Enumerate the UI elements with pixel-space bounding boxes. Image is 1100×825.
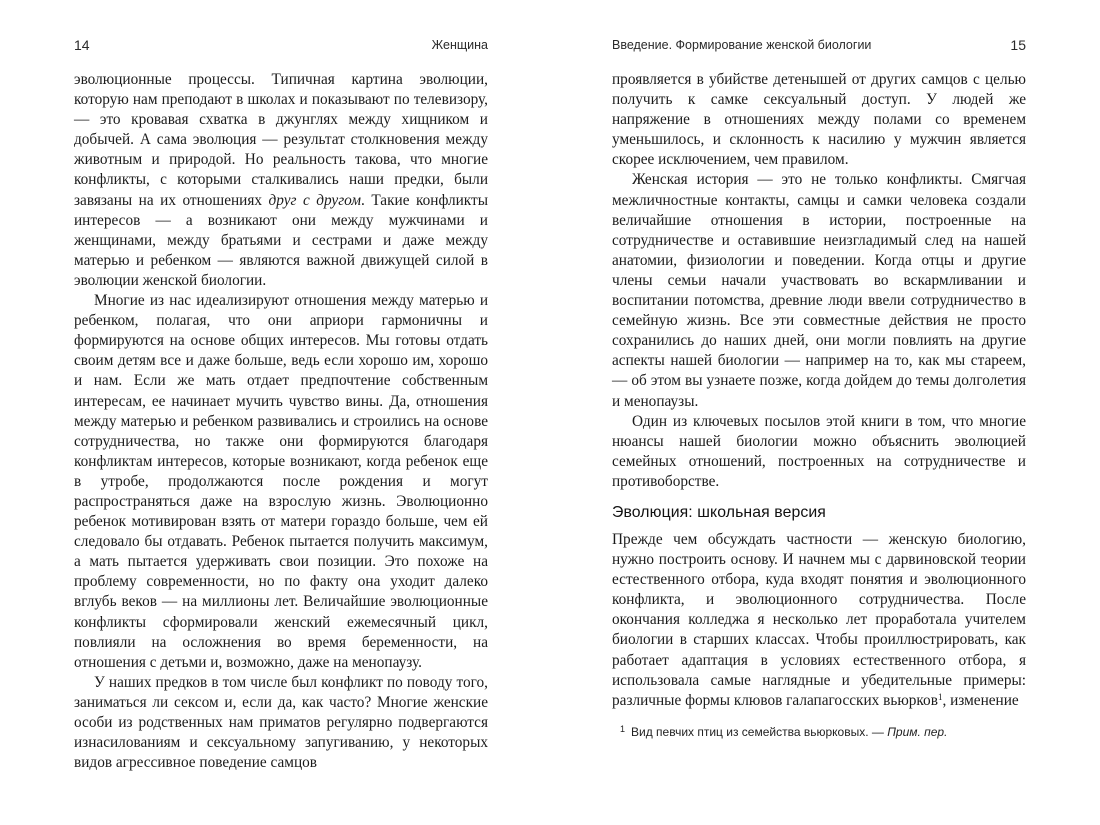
running-head <box>612 38 1026 54</box>
footnote <box>620 724 1026 739</box>
paragraph: проявляется в убийстве детенышей от других самцов с целью получить к самке сексуальный доступ. У людей же напряжение в отношениях между полами со временем уменьшилось, и склонность к насилию у мужчин является скорее исключением, чем правилом. <box>612 71 1026 169</box>
paragraph: эволюционные процессы. Типичная картина эволюции, которую нам преподают в школах и показывают по телевизору, — это кровавая схватка в джунглях между хищником и добычей. А сама эволюция — результат столкновения между животным и природой. Но реальность такова, что многие конфликты, с которыми сталкивались наши предки, были завязаны на их отношениях друг с другом. Такие конфликты интересов — а возникают они между мужчинами и женщинами, между братьями и сестрами и даже между матерью и ребенком — являются важной движущей силой в эволюции женской биологии. <box>74 71 489 289</box>
translator-note: Прим. пер. <box>887 725 948 739</box>
page-number: 15 <box>1010 37 1026 53</box>
paragraph: Женская история — это не только конфликты. Смягчая межличностные контакты, самцы и самки человека создали величайшие отношения в истории, построенные на сотрудничестве и оставившие неизгладимый след на нашей анатомии, физиологии и поведении. Когда отцы и другие члены семьи начали участвовать во вскармливании и воспитании потомства, древние люди ввели сотрудничество в семейную жизнь. Все эти совместные действия не просто сохранились до наших дней, они могли повлиять на другие аспекты нашей биологии — например на то, как мы стареем, — об этом вы узнаете позже, когда дойдем до темы долголетия и менопаузы. <box>612 171 1026 410</box>
body-text <box>612 70 1026 492</box>
paragraph: Многие из нас идеализируют отношения между матерью и ребенком, полагая, что они априори гармоничны и формируются на основе общих интересов. Мы готовы отдать своим детям все и даже больше, ведь если хорошо им, хорошо и нам. Если же мать отдает предпочтение собственным интересам, ее начинает мучить чувство вины. Да, отношения между матерью и ребенком развивались и строились на основе сотрудничества, но также они формируются благодаря конфликтам интересов, которые возникают, когда ребенок еще в утробе, продолжаются после рождения и могут распространяться даже на взрослую жизнь. Эволюционно ребенок мотивирован взять от матери гораздо больше, чем ей следовало бы отдавать. Ребенок пытается получить максимум, а мать пытается удерживать свои позиции. Это похоже на проблему современности, но по факту она уходит далеко вглубь веков — на миллионы лет. Величайшие эволюционные конфликты сформировали женский ежемесячный цикл, повлияли на осложнения во время беременности, на отношения с детьми и, возможно, даже на менопаузу. <box>74 292 488 671</box>
page-number: 14 <box>74 37 90 53</box>
running-title: Введение. Формирование женской биологии <box>612 38 872 52</box>
footnote-reference: 1 <box>937 691 943 702</box>
left-page <box>74 0 488 825</box>
paragraph: Прежде чем обсуждать частности — женскую биологию, нужно построить основу. И начнем мы с дарвиновской теории естественного отбора, куда входят понятия и эволюционного конфликта, и эволюционного сотрудничества. После окончания колледжа я несколько лет проработала учителем биологии в старших классах. Чтобы проиллюстрировать, как работает адаптация в условиях естественного отбора, я использовала самые наглядные и убедительные примеры: различные формы клювов галапагосских вьюрков$^1$, изменение <box>612 531 1026 709</box>
right-page <box>612 0 1026 825</box>
emphasis: друг с другом <box>268 191 362 209</box>
footnote-mark: 1 <box>620 724 626 734</box>
section-body-text <box>612 530 1026 711</box>
paragraph: Один из ключевых посылов этой книги в том, что многие нюансы нашей биологии можно объяснить эволюцией семейных отношений, построенных на сотрудничестве и противоборстве. <box>612 412 1026 490</box>
running-head <box>74 38 488 54</box>
footnote-text: Вид певчих птиц из семейства вьюрковых. — <box>631 725 888 739</box>
body-text <box>74 70 488 773</box>
section-heading: Эволюция: школьная версия <box>612 504 826 522</box>
running-title: Женщина <box>431 38 488 52</box>
paragraph: У наших предков в том числе был конфликт по поводу того, заниматься ли сексом и, если да, как часто? Многие женские особи из родственных нам приматов регулярно подвергаются изнасилованиям и сексуальному запугиванию, у некоторых видов агрессивное поведение самцов <box>74 673 488 772</box>
